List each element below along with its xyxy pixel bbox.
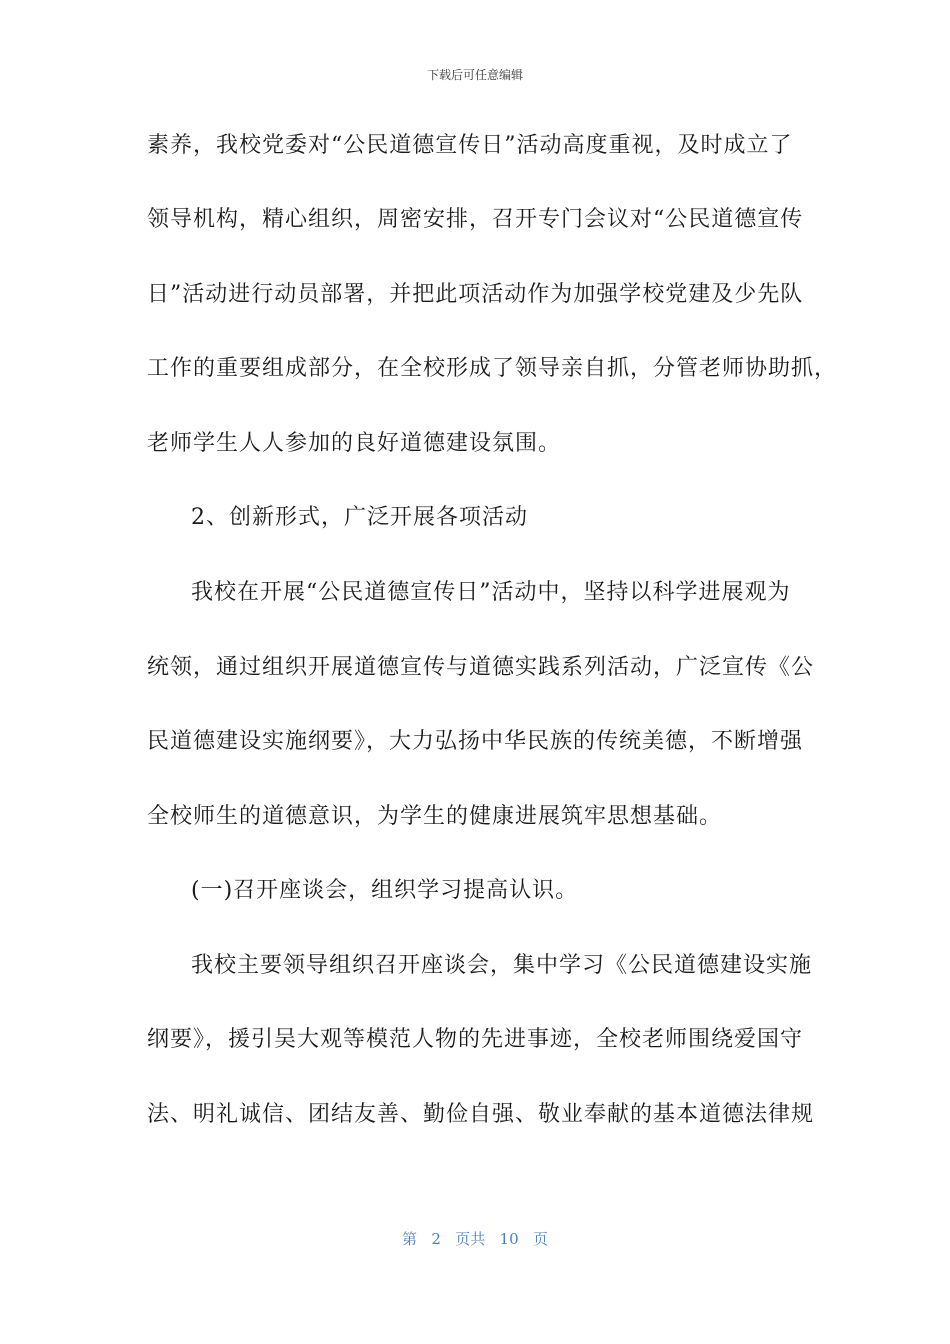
body-line: 素养，我校党委对“公民道德宣传日”活动高度重视，及时成立了 <box>147 133 793 158</box>
subsection-heading: (一)召开座谈会，组织学习提高认识。 <box>191 878 579 903</box>
body-line: 我校主要领导组织召开座谈会，集中学习《公民道德建设实施 <box>191 953 813 978</box>
body-line: 工作的重要组成部分，在全校形成了领导亲自抓，分管老师协助抓， <box>147 356 838 381</box>
page-footer <box>0 1228 950 1249</box>
footer-label-suffix: 页 <box>532 1230 548 1248</box>
body-line: 我校在开展“公民道德宣传日”活动中，坚持以科学进展观为 <box>191 580 791 605</box>
footer-label-prefix: 第 <box>402 1230 418 1248</box>
page-header-note: 下载后可任意编辑 <box>426 68 523 82</box>
footer-label-middle: 页共 <box>455 1230 486 1248</box>
body-line: 日”活动进行动员部署，并把此项活动作为加强学校党建及少先队 <box>147 282 804 307</box>
body-line: 统领，通过组织开展道德宣传与道德实践系列活动，广泛宣传《公 <box>147 655 815 680</box>
body-line: 纲要》，援引吴大观等模范人物的先进事迹，全校老师围绕爱国守 <box>147 1027 804 1052</box>
body-line: 全校师生的道德意识，为学生的健康进展筑牢思想基础。 <box>147 804 723 829</box>
body-line: 民道德建设实施纲要》，大力弘扬中华民族的传统美德，不断增强 <box>147 729 804 754</box>
footer-current-page: 2 <box>431 1230 441 1248</box>
body-line: 领导机构，精心组织，周密安排，召开专门会议对“公民道德宣传 <box>147 207 804 232</box>
body-line: 老师学生人人参加的良好道德建设氛围。 <box>147 431 562 456</box>
footer-total-pages: 10 <box>499 1230 519 1248</box>
section-heading: 2、创新形式，广泛开展各项活动 <box>191 505 528 530</box>
body-line: 法、明礼诚信、团结友善、勤俭自强、敬业奉献的基本道德法律规 <box>147 1102 815 1127</box>
